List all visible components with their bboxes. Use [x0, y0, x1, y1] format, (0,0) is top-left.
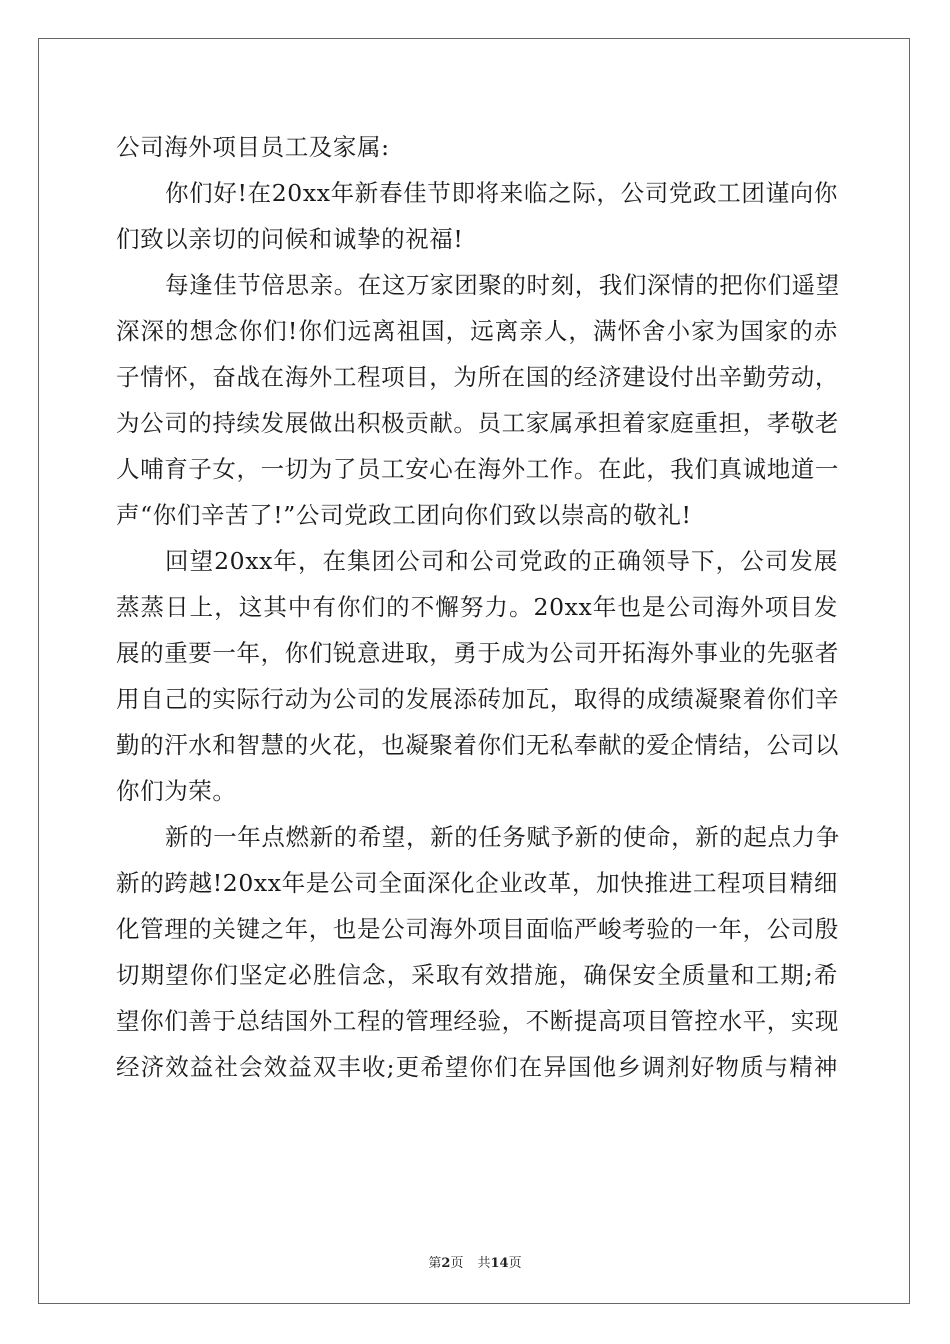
- text-line: 你们好!在20xx年新春佳节即将来临之际，公司党政工团谨向你: [165, 179, 838, 207]
- text-line: 声“你们辛苦了!”公司党政工团向你们致以崇高的敬礼!: [116, 501, 692, 529]
- text-line: 为公司的持续发展做出积极贡献。员工家属承担着家庭重担，孝敬老: [116, 409, 839, 437]
- text-line: 回望20xx年，在集团公司和公司党政的正确领导下，公司发展: [165, 547, 838, 575]
- footer-total-prefix: 共: [477, 1256, 491, 1271]
- text-line: 公司海外项目员工及家属:: [116, 133, 390, 161]
- text-line: 深深的想念你们!你们远离祖国，远离亲人，满怀舍小家为国家的赤: [116, 317, 838, 345]
- text-line: 你们为荣。: [116, 777, 237, 805]
- text-line: 化管理的关键之年，也是公司海外项目面临严峻考验的一年，公司殷: [116, 915, 839, 943]
- text-line: 经济效益社会效益双丰收;更希望你们在异国他乡调剂好物质与精神: [116, 1053, 838, 1081]
- footer-page-suffix: 页: [450, 1256, 464, 1271]
- text-line: 用自己的实际行动为公司的发展添砖加瓦，取得的成绩凝聚着你们辛: [116, 685, 839, 713]
- page-footer: [0, 1252, 950, 1271]
- text-line: 切期望你们坚定必胜信念，采取有效措施，确保安全质量和工期;希: [116, 961, 838, 989]
- footer-page-total: 14: [490, 1256, 509, 1271]
- text-line: 望你们善于总结国外工程的管理经验，不断提高项目管控水平，实现: [116, 1007, 839, 1035]
- text-line: 新的跨越!20xx年是公司全面深化企业改革，加快推进工程项目精细: [116, 869, 838, 897]
- text-line: 人哺育子女，一切为了员工安心在海外工作。在此，我们真诚地道一: [116, 455, 839, 483]
- document-body: [116, 124, 838, 1090]
- text-line: 们致以亲切的问候和诚挚的祝福!: [116, 225, 464, 253]
- text-line: 展的重要一年，你们锐意进取，勇于成为公司开拓海外事业的先驱者: [116, 639, 839, 667]
- footer-total-suffix: 页: [508, 1256, 522, 1271]
- text-line: 子情怀，奋战在海外工程项目，为所在国的经济建设付出辛勤劳动，: [116, 363, 839, 391]
- footer-page-current: 2: [441, 1256, 451, 1271]
- text-line: 每逢佳节倍思亲。在这万家团聚的时刻，我们深情的把你们遥望: [165, 271, 840, 299]
- text-line: 新的一年点燃新的希望，新的任务赋予新的使命，新的起点力争: [165, 823, 840, 851]
- text-line: 勤的汗水和智慧的火花，也凝聚着你们无私奉献的爱企情结，公司以: [116, 731, 839, 759]
- footer-page-prefix: 第: [428, 1256, 442, 1271]
- text-line: 蒸蒸日上，这其中有你们的不懈努力。20xx年也是公司海外项目发: [116, 593, 838, 621]
